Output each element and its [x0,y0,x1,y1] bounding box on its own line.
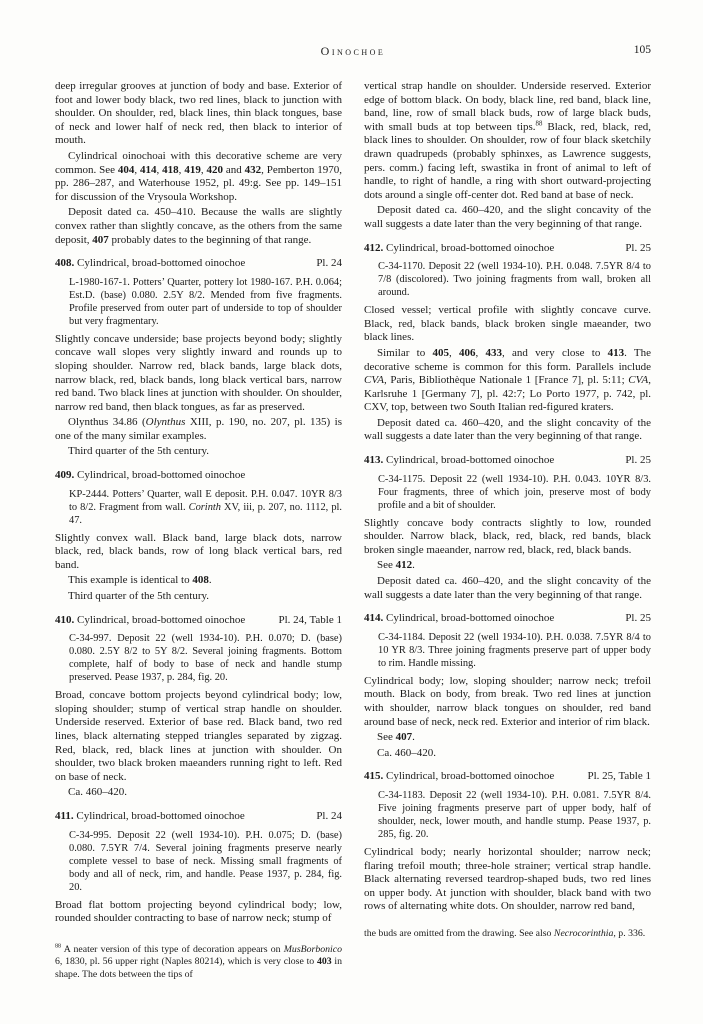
catalog-number-ref: 404 [117,163,135,176]
catalog-number-ref: 407 [92,233,109,246]
paragraph: Broad, concave bottom projects beyond cylindrical body; low, sloping shoulder; stump of vertical strap handle on shoulder. Underside reserved. Exterior of base red. Black band, two red lines, black alternating stepped triangles separated by zigzag. Red, black, red, black lines at junction with shoulder. On shoulder, two black broken maeanders running right to left. Red on base of neck. [55,689,342,783]
catalog-details: C-34-1183. Deposit 22 (well 1934-10). P.H. 0.081. 7.5YR 8/4. Five joining fragments preserve part of upper body, half of shoulder, neck, lower mouth, and handle stump. Pease 1937, p. 285, fig. 20. [378,789,651,840]
paragraph: Broad flat bottom projecting beyond cylindrical body; low, rounded shoulder contracting to base of narrow neck; stump of [55,898,342,925]
paragraph: Cylindrical oinochoai with this decorative scheme are very common. See 404, 414, 418, 419, 420 and 432, Pemberton 1970, pp. 286–287, and Waterhouse 1952, pl. 49:g. See pp. 149–151 for discussion of the Vrysoula Workshop. [55,149,343,203]
catalog-number-ref: 432 [244,163,262,176]
catalog-number-ref: 412 [395,559,413,572]
paragraph: Cylindrical body; low, sloping shoulder; narrow neck; trefoil mouth. Black on body, from break. Two red lines at junction with shoulder, narrow black tongues on shoulder, red band around base of neck, neck red. Exterior and interior of rim black. [364,674,651,728]
entry-number: 409. [55,469,75,482]
paragraph: Slightly convex wall. Black band, large black dots, narrow black, red, black bands, row of long black vertical bars, red band. [55,531,342,571]
entry-heading [364,454,651,468]
italic-citation: Corinth [188,501,221,513]
plate-reference: Pl. 24 [316,809,342,822]
entry-heading [364,242,651,256]
entry-heading [364,612,651,626]
italic-citation: CVA [628,374,649,387]
entry-number-title: 409. Cylindrical, broad-bottomed oinochoe [55,469,246,482]
entry-number: 413. [364,454,384,467]
entry-number-title: 412. Cylindrical, broad-bottomed oinochoe [364,241,555,254]
page-header [55,44,651,60]
catalog-number-ref: 407 [395,731,413,744]
paragraph: Cylindrical body; nearly horizontal shoulder; narrow neck; flaring trefoil mouth; three-hole strainer; vertical strap handle. Black alternating reversed teardrop-shaped buds, two red lines on upper body. At junction with shoulder, black band with two rows of alternating white dots. On shoulder, narrow red band, [364,845,651,913]
running-title: Oinochoe [320,44,386,58]
entry-number-title: 414. Cylindrical, broad-bottomed oinochoe [364,612,555,625]
plate-reference: Pl. 25 [625,612,651,625]
entry-heading [55,810,342,824]
catalog-details: C-34-1175. Deposit 22 (well 1934-10). P.H. 0.043. 10YR 8/3. Four fragments, three of which join, preserve most of body profile and a bit of shoulder. [378,473,651,511]
paragraph: Deposit dated ca. 450–410. Because the walls are slightly convex rather than slightly concave, as the others from the same deposit, 407 probably dates to the beginning of that range. [55,206,342,246]
paragraph: deep irregular grooves at junction of body and base. Exterior of foot and lower body black, two red lines, black to junction with shoulder. On shoulder, red, black lines, thin black tongues, base of neck and lower half of neck red, then black to interior of mouth. [55,80,342,147]
catalog-number-ref: 408 [192,574,209,587]
catalog-number-ref: 418 [162,163,179,176]
catalog-details: L-1980-167-1. Potters’ Quarter, pottery lot 1980-167. P.H. 0.064; Est.D. (base) 0.080. 2.5Y 8/2. Mended from five fragments. Profile preserved from outer part of underside to top of shoulder but very fragmentary. [69,276,342,327]
entry-number-title: 410. Cylindrical, broad-bottomed oinochoe [55,613,246,626]
italic-citation: Necrocorinthia [553,927,614,939]
plate-reference: Pl. 25 [625,241,651,254]
italic-citation: Olynthus [145,416,186,429]
entry-number: 414. [364,612,384,625]
catalog-details: C-34-1184. Deposit 22 (well 1934-10). P.H. 0.038. 7.5YR 8/4 to 10 YR 8/3. Three joining fragments preserve part of upper body to rim. Handle missing. [378,631,651,669]
entry-number: 411. [55,809,74,822]
paragraph: Closed vessel; vertical profile with slightly concave curve. Black, red, black bands, black broken single maeander, two black lines. [364,304,651,344]
entry-number: 415. [364,770,384,783]
catalog-number-ref: 405 [432,346,449,359]
footnote: $^{88}$ A neater version of this type of decoration appears on MusBorbonico 6, 1830, pl. 56 upper right (Naples 80214), which is very close to 403 in shape. The dots between the tips of [55,943,342,980]
catalog-details: C-34-995. Deposit 22 (well 1934-10). P.H. 0.075; D. (base) 0.080. 7.5YR 7/4. Several joining fragments preserve nearly complete vessel to base of neck. Missing small fragments of body and all of neck, rim, and handle. Pease 1937, p. 284, fig. 20. [69,829,342,893]
italic-citation: MusBorbonico [283,943,342,955]
paragraph: Deposit dated ca. 460–420, and the slight concavity of the wall suggests a date later than the very beginning of that range. [364,416,651,443]
paragraph: Olynthus 34.86 (Olynthus XIII, p. 190, no. 207, pl. 135) is one of the many similar examples. [55,416,342,442]
catalog-number-ref: 420 [206,163,223,176]
entry-number: 412. [364,241,384,254]
catalog-number-ref: 413 [607,346,625,359]
catalog-number-ref: 403 [316,956,332,968]
catalog-number-ref: 433 [485,346,502,359]
catalog-number-ref: 406 [458,346,476,359]
paragraph: Third quarter of the 5th century. [68,590,210,603]
page-number: 105 [633,44,651,56]
paragraph: See 412. [377,559,415,572]
entry-number-title: 415. Cylindrical, broad-bottomed oinochoe [364,770,555,783]
entry-number: 410. [55,613,75,626]
plate-reference: Pl. 25 [625,454,651,467]
footnote-marker: 88 [55,943,62,950]
entry-number-title: 413. Cylindrical, broad-bottomed oinochoe [364,454,555,467]
paragraph: This example is identical to 408. [68,574,212,587]
footnote-marker: 88 [535,120,543,128]
paragraph: See 407. [377,731,415,744]
italic-citation: CVA [364,374,384,387]
entry-heading [55,257,342,271]
paragraph: vertical strap handle on shoulder. Underside reserved. Exterior edge of bottom black. On body, black line, red band, black line, band, line, row of small black buds, row of large black buds, with small buds at top between tips.$^{88}$ Black, red, black, red, black lines to shoulder. On shoulder, row of four black sketchily drawn quadrupeds (probably sphinxes, as Lawrence suggests, pers. comm.) facing left, swastika in front of animal to left of handle, to right of handle, a ring with short outward-projecting dots around a single off-center dot. Red band at base of neck. [364,80,651,201]
entry-heading [364,770,651,784]
paragraph: Similar to 405, 406, 433, and very close to 413. The decorative scheme is common for this form. Parallels include CVA, Paris, Bibliothèque Nationale 1 [France 7], pl. 5:11; CVA, Karlsruhe 1 [Germany 7], pl. 42:7; Lo Porto 1977, p. 742, pl. CXV, top, between two South Italian red-figured kraters. [364,346,652,414]
entry-heading [55,614,342,628]
entry-number-title: 411. Cylindrical, broad-bottomed oinochoe [55,809,245,822]
plate-reference: Pl. 24, Table 1 [278,613,342,626]
catalog-number-ref: 419 [184,163,201,176]
paragraph: Ca. 460–420. [377,746,436,759]
paragraph: Slightly concave underside; base projects beyond body; slightly concave wall slopes very slightly inward and rounds up to sloping shoulder. Narrow red, black bands, large black dots, narrow black, red, black bands, long black vertical bars, narrow red band. Two black lines at junction with shoulder. On shoulder, narrow red band, then black tongues, as far as preserved. [55,332,342,413]
catalog-number-ref: 414 [140,163,157,176]
paragraph: Ca. 460–420. [68,786,127,799]
text-columns [55,80,651,981]
right-column [364,80,651,940]
paragraph: Deposit dated ca. 460–420, and the slight concavity of the wall suggests a date later than the very beginning of that range. [364,204,651,230]
left-column [55,80,342,981]
footnote: the buds are omitted from the drawing. See also Necrocorinthia, p. 336. [364,927,646,939]
catalog-details: C-34-1170. Deposit 22 (well 1934-10). P.H. 0.048. 7.5YR 8/4 to 7/8 (discolored). Two joining fragments from wall, broken all around. [378,261,651,299]
paragraph: Deposit dated ca. 460–420, and the slight concavity of the wall suggests a date later than the very beginning of that range. [364,575,651,601]
plate-reference: Pl. 25, Table 1 [587,770,651,783]
entry-number: 408. [55,257,75,270]
catalog-details: KP-2444. Potters’ Quarter, wall E deposit. P.H. 0.047. 10YR 8/3 to 8/2. Fragment from wall. Corinth XV, iii, p. 207, no. 1112, pl. 47. [69,488,342,526]
entry-number-title: 408. Cylindrical, broad-bottomed oinochoe [55,257,246,270]
paragraph: Third quarter of the 5th century. [68,445,210,458]
paragraph: Slightly concave body contracts slightly to low, rounded shoulder. Narrow black, black, red, black, red bands, black broken single maeander, narrow red, black, red, black bands. [364,516,651,556]
catalog-details: C-34-997. Deposit 22 (well 1934-10). P.H. 0.070; D. (base) 0.080. 2.5Y 8/2 to 5Y 8/2. Several joining fragments. Bottom complete, half of body to base of neck and handle stump preserved. Pease 1937, p. 284, fig. 20. [69,633,342,684]
entry-heading [55,469,342,483]
plate-reference: Pl. 24 [316,257,342,270]
